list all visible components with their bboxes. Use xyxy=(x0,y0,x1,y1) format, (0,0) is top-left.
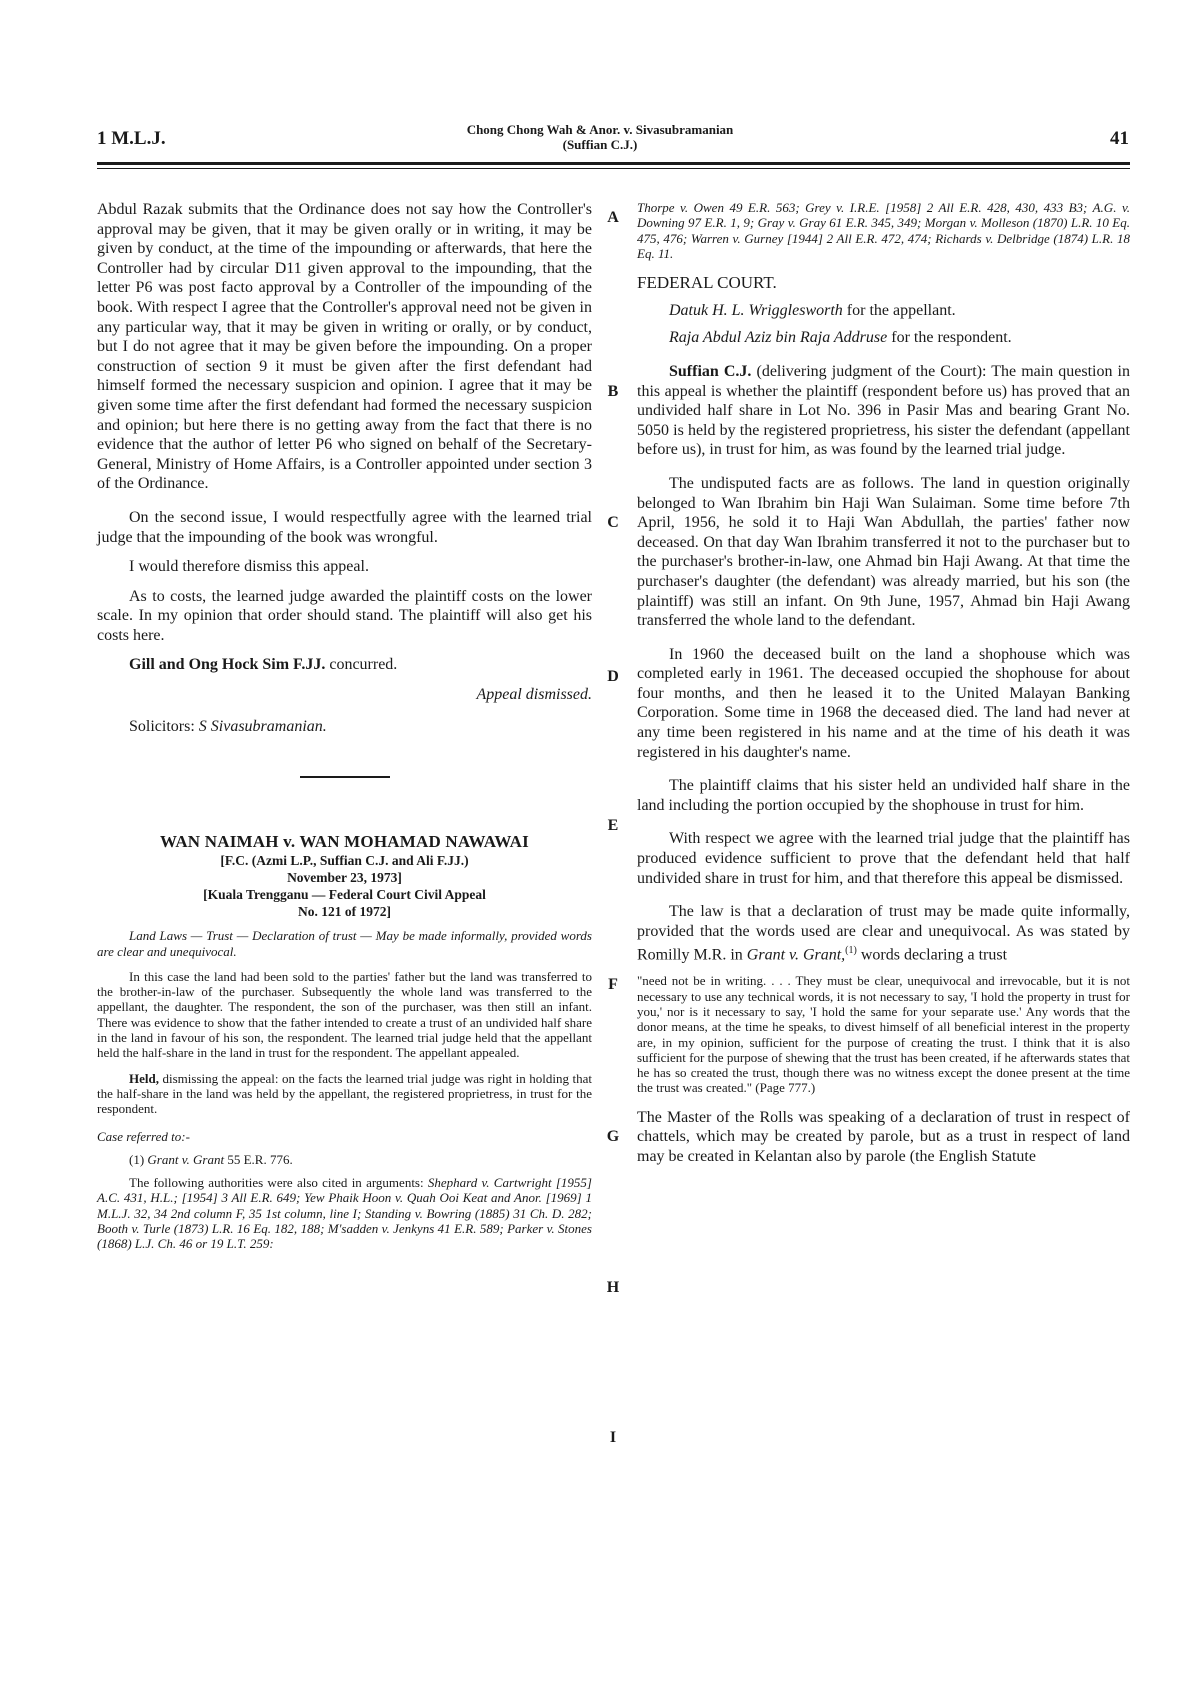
concurrence-tail: concurred. xyxy=(325,656,398,674)
left-paragraph-3: I would therefore dismiss this appeal. xyxy=(129,558,369,576)
margin-letter-f: F xyxy=(608,976,618,993)
authorities-list: Shephard v. Cartwright [1955] A.C. 431, H.L.; [1954] 3 All E.R. 649; Yew Phaik Hoon v. Quah Ooi Keat and Anor. [1969] 1 M.L.J. 32, 34 2nd column F, 35 1st column, line I; Standing v. Bowring (1885) 31 Ch. D. 282; Booth v. Turle (1873) L.R. 16 Eq. 182, 188; M'sadden v. Jenkyns 41 E.R. 589; Parker v. Stones (1868) L.J. Ch. 46 or 19 L.T. 259: xyxy=(97,1175,592,1252)
authorities-intro: The following authorities were also cited in arguments: xyxy=(129,1175,428,1191)
case1-citation: 55 E.R. 776. xyxy=(224,1151,293,1167)
right-column xyxy=(637,200,1130,1166)
right-paragraph-6 xyxy=(637,902,1130,965)
margin-letter-a: A xyxy=(607,209,619,226)
margin-letter-d: D xyxy=(607,668,619,685)
held-label: Held, xyxy=(129,1070,159,1086)
case-ref-2: No. 121 of 1972] xyxy=(298,904,391,920)
journal-reference: 1 M.L.J. xyxy=(97,128,166,149)
paragraph-6-pre: The law is that a declaration of trust may be made quite informally, provided that the words used are clear and unequivocal. As was stated by Romilly M.R. in xyxy=(637,903,1130,964)
margin-letter-i: I xyxy=(609,1429,617,1446)
case-referred-label: Case referred to:- xyxy=(97,1128,190,1144)
page-number: 41 xyxy=(1110,128,1129,149)
result-text: Appeal dismissed. xyxy=(476,686,592,704)
margin-letter-h: H xyxy=(606,1279,620,1296)
right-paragraph-4: The plaintiff claims that his sister held an undivided half share in the land including the portion occupied by the shophouse in trust for him. xyxy=(637,777,1130,814)
header-rule-thin xyxy=(97,168,1130,169)
headnote: In this case the land had been sold to the parties' father but the land was transferred to the brother-in-law of the purchaser. Subsequently the whole land was transferred to the appellant, the daughter. The respondent, the son of the purchaser, was then still an infant. There was evidence to show that the father intended to create a trust of an undivided half share in the land in favour of his son, the respondent. The learned trial judge held that the appellant held the half-share in the land in trust for the respondent. The appellant appealed. xyxy=(97,968,592,1061)
concurring-judges: Gill and Ong Hock Sim F.JJ. xyxy=(129,656,326,674)
concurrence xyxy=(97,655,592,675)
paragraph-6-case: Grant v. Grant, xyxy=(746,946,846,964)
margin-letter-c: C xyxy=(607,514,619,531)
court-heading: FEDERAL COURT. xyxy=(637,273,777,293)
judge-name: Suffian C.J. xyxy=(669,362,752,380)
right-paragraph-2: The undisputed facts are as follows. The land in question originally belonged to Wan Ibrahim bin Haji Wan Sulaiman. Some time before 7th April, 1956, he sold it to Haji Wan Abdullah, the parties' father now deceased. On that day Wan Ibrahim transferred it not to the purchaser but to the purchaser's brother-in-law, one Ahmad bin Haji Awang. At that time the purchaser's daughter (the defendant) was already married, but his son (the plaintiff) was still an infant. On 9th June, 1957, Ahmad bin Haji Awang transferred the whole land to the defendant. xyxy=(637,474,1130,630)
header-rule-thick xyxy=(97,162,1130,165)
left-paragraph-1: Abdul Razak submits that the Ordinance does not say how the Controller's approval may be given, that it may be given orally or in writing, it may be given by conduct, at the time of the impounding or afterwards, that here the Controller had by circular D11 given approval to the impounding, that the letter P6 was post facto approval by a Controller of the impounding of the book. With respect I agree that the Controller's approval need not be given in any particular way, that it may be given in writing or orally, or by conduct, but I do not agree that it may be given before the impounding. On a proper construction of section 9 it must be given after the first defendant had himself formed the necessary suspicion and opinion. I agree that it may be given some time after the first defendant had formed the necessary suspicion and opinion; but here there is no getting away from the fact that there is no evidence that the author of letter P6 who signed on behalf of the Secretary-General, Ministry of Home Affairs, is a Controller appointed under section 3 of the Ordinance. xyxy=(97,201,592,493)
running-header-judge: (Suffian C.J.) xyxy=(562,137,638,152)
judgment-opening xyxy=(637,362,1130,460)
counsel-appellant-role: for the appellant. xyxy=(842,301,956,319)
right-paragraph-7: The Master of the Rolls was speaking of a declaration of trust in respect of chattels, which may be created by parole, but as a trust in respect of land may be created in Kelantan also by parole (the English Statute xyxy=(637,1108,1130,1165)
counsel-respondent-role: for the respondent. xyxy=(887,329,1012,347)
left-paragraph-2: On the second issue, I would respectfully agree with the learned trial judge that the impounding of the book was wrongful. xyxy=(97,508,592,546)
margin-letter-g: G xyxy=(606,1128,620,1145)
footnote-marker: (1) xyxy=(845,945,857,957)
held-text: dismissing the appeal: on the facts the learned trial judge was right in holding that the half-share in the land was held by the appellant, the registered proprietress, in trust for the respondent. xyxy=(97,1070,592,1117)
judgment-opening-text: (delivering judgment of the Court): The main question in this appeal is whether the plaintiff (respondent before us) has proved that an undivided half share in Lot No. 396 in Pasir Mas and bearing Grant No. 5050 is held by the registered proprietress, his sister the defendant (appellant before us), in trust for him, as was found by the learned trial judge. xyxy=(637,362,1130,459)
catchwords: Land Laws — Trust — Declaration of trust — May be made informally, provided words are clear and unequivocal. xyxy=(97,928,592,959)
right-paragraph-5: With respect we agree with the learned trial judge that the plaintiff has produced evidence sufficient to prove that the defendant held that half undivided share in trust for him, and that therefore this appeal be dismissed. xyxy=(637,830,1130,887)
counsel-appellant-name: Datuk H. L. Wrigglesworth xyxy=(669,301,843,319)
solicitors xyxy=(97,717,592,737)
paragraph-6-post: words declaring a trust xyxy=(856,946,1008,964)
margin-letter-b: B xyxy=(607,383,619,400)
margin-letter-e: E xyxy=(607,817,619,834)
case1-number: (1) xyxy=(129,1151,148,1167)
case-title: WAN NAIMAH v. WAN MOHAMAD NAWAWAI xyxy=(160,832,529,852)
case-separator xyxy=(300,776,390,778)
running-header-case: Chong Chong Wah & Anor. v. Sivasubramanian xyxy=(466,122,734,137)
left-column xyxy=(97,200,592,1252)
counsel-appellant xyxy=(637,301,1130,321)
grant-quotation: "need not be in writing. . . . They must be clear, unequivocal and irrevocable, but it is not necessary to use any technical words, it is not necessary to say, 'I hold the property in trust for you,' nor is it necessary to say, 'I hold the same for your separate use.' Any words that the donor means, at the time he speaks, to divest himself of all beneficial interest in the property are, in my opinion, sufficient for the purpose of creating the trust. I think that it is also sufficient for the purpose of shewing that the trust has been created, if he afterwards states that he has so created the trust, though there was no witness except the donee present at the time the trust was created." (Page 777.) xyxy=(637,973,1130,1096)
case-court: [F.C. (Azmi L.P., Suffian C.J. and Ali F.JJ.) xyxy=(220,853,469,869)
case-referred-1 xyxy=(97,1152,592,1167)
left-paragraph-4: As to costs, the learned judge awarded the plaintiff costs on the lower scale. In my opinion that order should stand. The plaintiff will also get his costs here. xyxy=(97,587,592,644)
authorities-continued: Thorpe v. Owen 49 E.R. 563; Grey v. I.R.E. [1958] 2 All E.R. 428, 430, 433 B3; A.G. v. Downing 97 E.R. 1, 9; Gray v. Gray 61 E.R. 345, 349; Morgan v. Molleson (1870) L.R. 10 Eq. 475, 476; Warren v. Gurney [1944] 2 All E.R. 472, 474; Richards v. Delbridge (1874) L.R. 18 Eq. 11. xyxy=(637,200,1130,261)
solicitors-label: Solicitors: xyxy=(129,717,199,735)
case-meta xyxy=(97,852,592,920)
counsel-respondent-name: Raja Abdul Aziz bin Raja Addruse xyxy=(669,329,888,347)
case1-name: Grant v. Grant xyxy=(147,1151,225,1167)
held xyxy=(97,1071,592,1117)
right-paragraph-3: In 1960 the deceased built on the land a shophouse which was completed early in 1961. The deceased occupied the shophouse for about four months, and then he leased it to the United Malayan Banking Corporation. Some time in 1968 the deceased died. The land had never at any time been registered in his name and at the time of his death it was registered in his daughter's name. xyxy=(637,645,1130,761)
running-header xyxy=(360,122,840,152)
authorities xyxy=(97,1175,592,1251)
solicitors-name: S Sivasubramanian. xyxy=(198,717,327,735)
case-date: November 23, 1973] xyxy=(287,870,402,886)
counsel-respondent xyxy=(637,328,1130,348)
result xyxy=(97,685,592,705)
case-ref-1: [Kuala Trengganu — Federal Court Civil Appeal xyxy=(203,887,486,903)
